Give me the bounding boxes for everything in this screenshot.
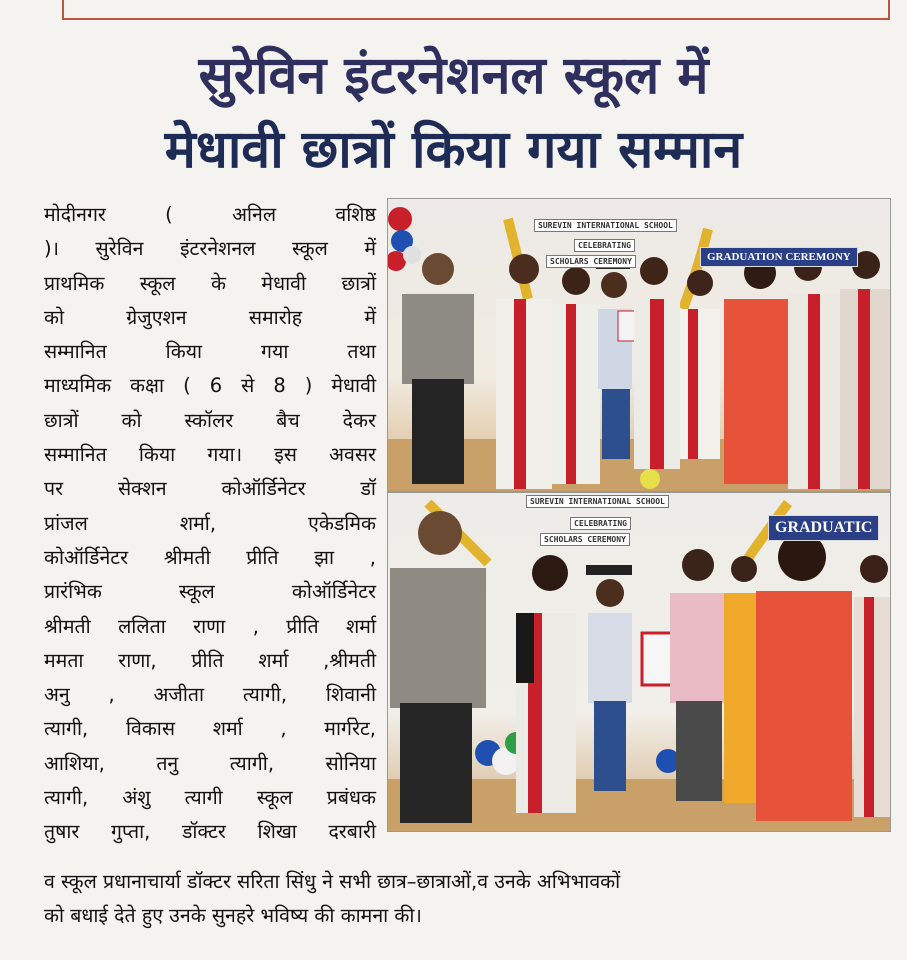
banner-school-name: SUREVIN INTERNATIONAL SCHOOL: [526, 495, 669, 508]
article-line: प्रांजल शर्मा, एकेडमिक: [44, 511, 376, 535]
photo-1-scene: [388, 199, 890, 491]
article-line: मोदीनगर ( अनिल वशिष्ठ: [44, 203, 376, 226]
article-line: सम्मानित किया गया तथा: [44, 340, 376, 364]
banner-school-name: SUREVIN INTERNATIONAL SCHOOL: [534, 219, 677, 232]
article-line: त्यागी, अंशु त्यागी स्कूल प्रबंधक: [44, 786, 376, 810]
article-line: आशिया, तनु त्यागी, सोनिया: [44, 751, 376, 775]
article-bottom: [44, 865, 884, 933]
article-line: प्राथमिक स्कूल के मेधावी छात्रों: [44, 271, 376, 295]
article-line: त्यागी, विकास शर्मा , मार्गरेट,: [44, 717, 376, 741]
article-line: )। सुरेविन इंटरनेशनल स्कूल में: [44, 237, 376, 261]
banner-celebrating: CELEBRATING: [570, 517, 631, 530]
graduation-sign: GRADUATION CEREMONY: [700, 247, 858, 267]
article-line: व स्कूल प्रधानाचार्या डॉक्टर सरिता सिंधु ने सभी छात्र–छात्राओं,व उनके अभिभावकों: [44, 870, 621, 893]
article-line: श्रीमती ललिता राणा , प्रीति शर्मा: [44, 614, 376, 638]
graduation-sign: GRADUATIC: [768, 515, 879, 541]
article-line: सम्मानित किया गया। इस अवसर: [44, 443, 376, 467]
article-line: छात्रों को स्कॉलर बैच देकर: [44, 408, 376, 432]
article-line: पर सेक्शन कोऑर्डिनेटर डॉ: [44, 477, 376, 501]
banner-scholars-ceremony: SCHOLARS CEREMONY: [546, 255, 636, 268]
banner-scholars-ceremony: SCHOLARS CEREMONY: [540, 533, 630, 546]
article-line: ममता राणा, प्रीति शर्मा ,श्रीमती: [44, 648, 376, 672]
article-line: प्रारंभिक स्कूल कोऑर्डिनेटर: [44, 580, 376, 604]
top-frame: [62, 0, 890, 20]
photo-graduation-group: [387, 198, 891, 492]
headline-line-1: सुरेविन इंटरनेशनल स्कूल में: [198, 46, 709, 106]
photo-2-scene: [388, 493, 890, 831]
photo-award-presentation: [387, 492, 891, 832]
article-column: [44, 198, 376, 850]
article-line: को ग्रेजुएशन समारोह में: [44, 305, 376, 329]
article-line: माध्यमिक कक्षा ( 6 से 8 ) मेधावी: [44, 374, 376, 398]
article-line: अनु , अजीता त्यागी, शिवानी: [44, 683, 376, 707]
article-line: कोऑर्डिनेटर श्रीमती प्रीति झा ,: [44, 545, 376, 569]
banner-celebrating: CELEBRATING: [574, 239, 635, 252]
article-line: को बधाई देते हुए उनके सुनहरे भविष्य की कामना की।: [44, 904, 422, 927]
headline-line-2: मेधावी छात्रों किया गया सम्मान: [164, 120, 743, 180]
article-line: तुषार गुप्ता, डॉक्टर शिखा दरबारी: [44, 820, 376, 844]
